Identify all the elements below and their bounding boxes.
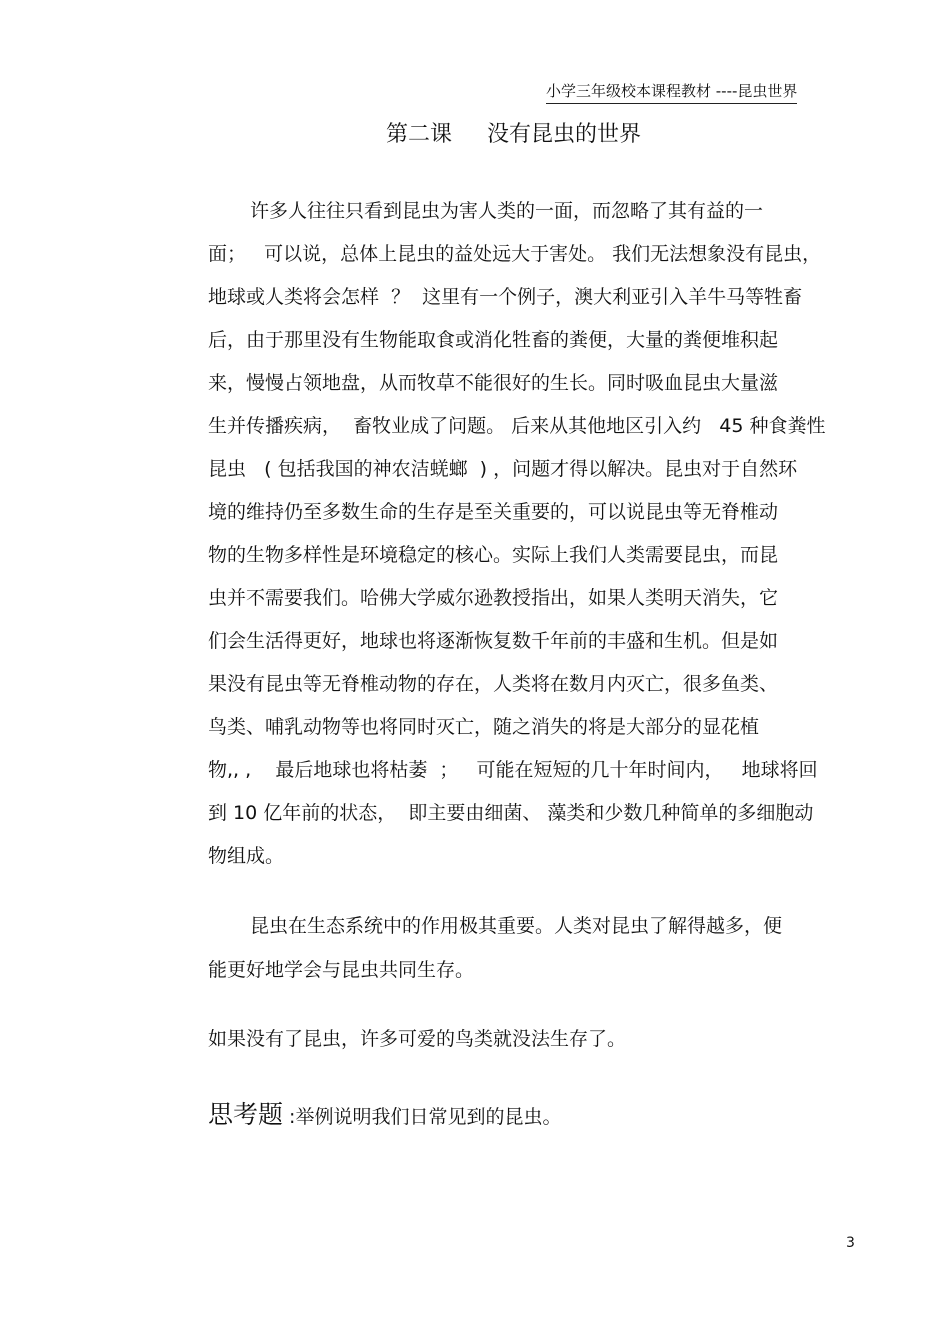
text-line: 昆虫在生态系统中的作用极其重要。人类对昆虫了解得越多，便 [250,915,783,937]
text-line: 面； 可以说，总体上昆虫的益处远大于害处。 我们无法想象没有昆虫， [208,243,822,265]
page-number: 3 [846,1235,855,1251]
text-line: 地球或人类将会怎样 ？ 这里有一个例子，澳大利亚引入羊牛马等牲畜 [208,286,803,308]
text-line: 物的生物多样性是环境稳定的核心。实际上我们人类需要昆虫，而昆 [208,544,779,566]
running-header: 小学三年级校本课程教材 ----昆虫世界 [546,80,797,104]
text-line: 许多人往往只看到昆虫为害人类的一面，而忽略了其有益的一 [250,200,764,222]
text-line: 昆虫 ( 包括我国的神农洁蜣螂 ) ，问题才得以解决。昆虫对于自然环 [208,458,798,480]
text-line: 们会生活得更好，地球也将逐渐恢复数千年前的丰盛和生机。但是如 [208,630,779,652]
text-line: 能更好地学会与昆虫共同生存。 [208,959,475,981]
text-line: 物组成。 [208,845,285,867]
think-question-label: 思考题 [208,1100,284,1129]
lesson-title: 第二课 没有昆虫的世界 [386,122,641,147]
think-question [208,1098,561,1135]
text-line: 虫并不需要我们。哈佛大学威尔逊教授指出，如果人类明天消失，它 [208,587,779,609]
text-line: 到 10 亿年前的状态， 即主要由细菌、 藻类和少数几种简单的多细胞动 [208,802,814,824]
text-line: 境的维持仍至多数生命的生存是至关重要的，可以说昆虫等无脊椎动 [208,501,779,523]
text-line: 后，由于那里没有生物能取食或消化牲畜的粪便，大量的粪便堆积起 [208,329,779,351]
text-line: 物,, , 最后地球也将枯萎 ； 可能在短短的几十年时间内， 地球将回 [208,759,818,781]
paragraph-3: 如果没有了昆虫，许多可爱的鸟类就没法生存了。 [208,1028,627,1050]
text-line: 鸟类、哺乳动物等也将同时灭亡，随之消失的将是大部分的显花植 [208,716,760,738]
think-question-text: :举例说明我们日常见到的昆虫。 [283,1106,562,1128]
text-line: 果没有昆虫等无脊椎动物的存在，人类将在数月内灭亡，很多鱼类、 [208,673,779,695]
text-line: 来，慢慢占领地盘，从而牧草不能很好的生长。同时吸血昆虫大量滋 [208,372,779,394]
text-line: 生并传播疾病， 畜牧业成了问题。 后来从其他地区引入约 45 种食粪性 [208,415,826,437]
